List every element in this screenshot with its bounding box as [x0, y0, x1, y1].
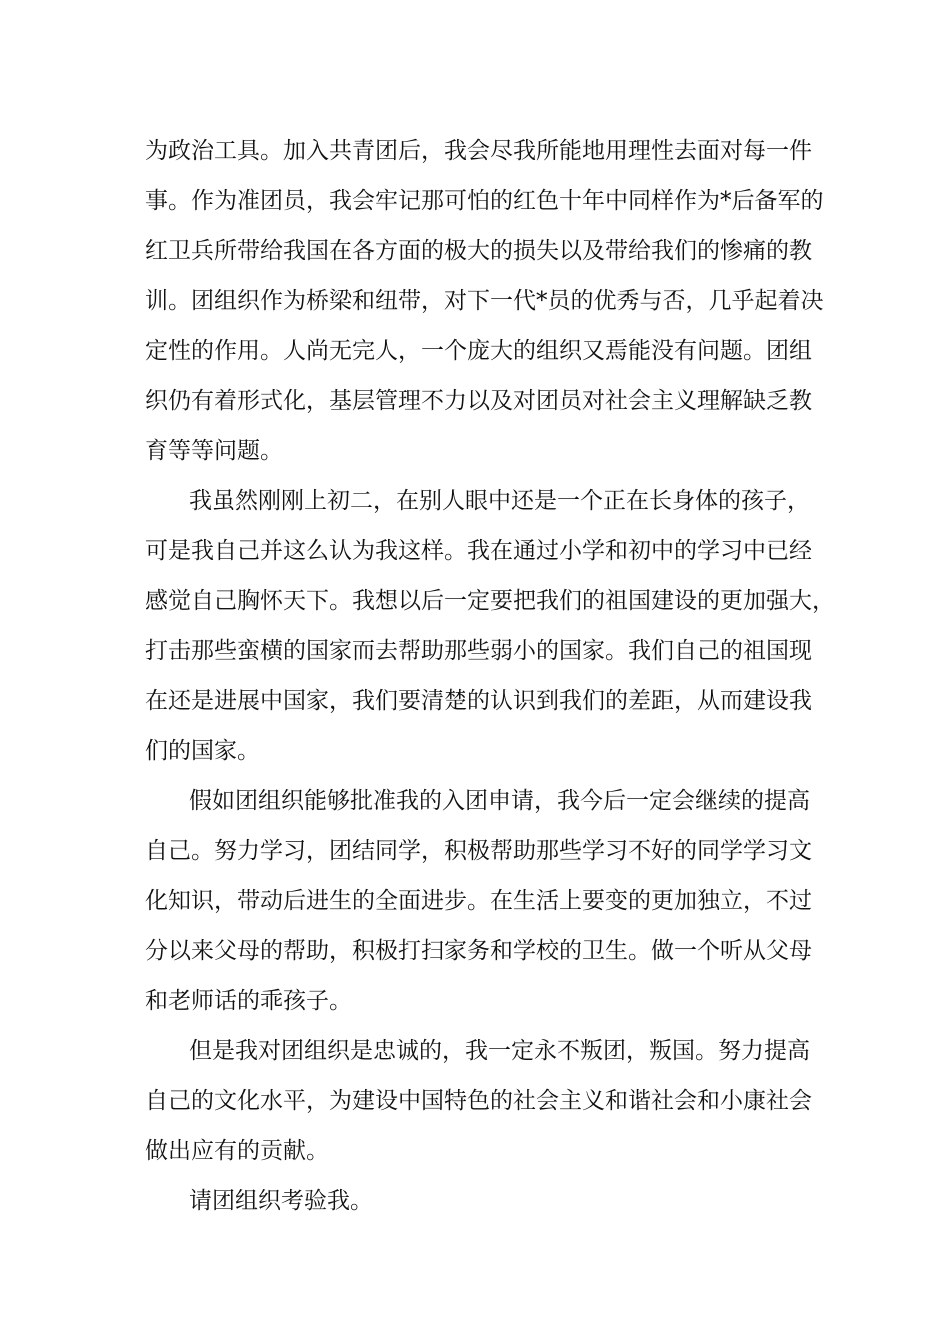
text-line-22: 请团组织考验我。 [189, 1188, 373, 1214]
text-line-13: 们的国家。 [145, 738, 260, 764]
text-line-17: 分以来父母的帮助，积极打扫家务和学校的卫生。做一个听从父母 [145, 938, 812, 964]
text-line-15: 自己。努力学习，团结同学，积极帮助那些学习不好的同学学习文 [145, 838, 812, 864]
text-line-12: 在还是进展中国家，我们要清楚的认识到我们的差距，从而建设我 [145, 688, 812, 714]
text-line-3: 红卫兵所带给我国在各方面的极大的损失以及带给我们的惨痛的教 [145, 238, 812, 264]
text-line-8: 我虽然刚刚上初二，在别人眼中还是一个正在长身体的孩子， [189, 488, 810, 514]
text-line-10: 感觉自己胸怀天下。我想以后一定要把我们的祖国建设的更加强大， [145, 588, 835, 614]
text-line-19: 但是我对团组织是忠诚的，我一定永不叛团，叛国。努力提高 [189, 1038, 810, 1064]
text-line-4: 训。团组织作为桥梁和纽带，对下一代*员的优秀与否，几乎起着决 [145, 288, 824, 314]
text-line-1: 为政治工具。加入共青团后，我会尽我所能地用理性去面对每一件 [145, 138, 812, 164]
text-line-7: 育等等问题。 [145, 438, 283, 464]
text-line-14: 假如团组织能够批准我的入团申请，我今后一定会继续的提高 [189, 788, 810, 814]
text-line-16: 化知识，带动后进生的全面进步。在生活上要变的更加独立，不过 [145, 888, 812, 914]
text-line-5: 定性的作用。人尚无完人，一个庞大的组织又焉能没有问题。团组 [145, 338, 812, 364]
text-line-18: 和老师话的乖孩子。 [145, 988, 352, 1014]
text-line-6: 织仍有着形式化，基层管理不力以及对团员对社会主义理解缺乏教 [145, 388, 812, 414]
text-line-2: 事。作为准团员，我会牢记那可怕的红色十年中同样作为*后备军的 [145, 188, 824, 214]
text-line-20: 自己的文化水平，为建设中国特色的社会主义和谐社会和小康社会 [145, 1088, 812, 1114]
text-line-9: 可是我自己并这么认为我这样。我在通过小学和初中的学习中已经 [145, 538, 812, 564]
text-line-21: 做出应有的贡献。 [145, 1138, 329, 1164]
text-line-11: 打击那些蛮横的国家而去帮助那些弱小的国家。我们自己的祖国现 [145, 638, 812, 664]
